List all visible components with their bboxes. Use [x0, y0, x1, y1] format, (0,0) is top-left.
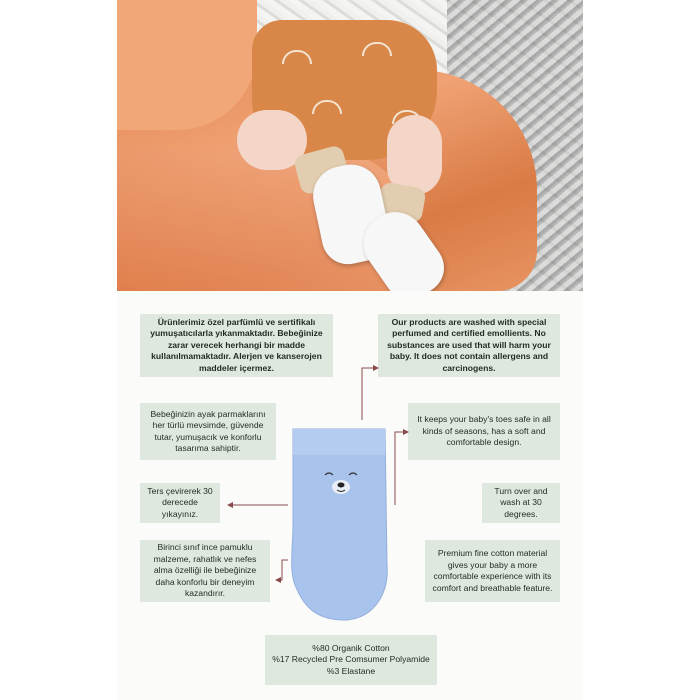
composition-line-3: %3 Elastane — [326, 665, 376, 676]
feature-text: Our products are washed with special perfumed and certified emollients. No substances are used that will harm your baby. It does not contain allergens and carcinogens. — [387, 316, 551, 373]
feature-text: Premium fine cotton material gives your baby a more comfortable experience with its comfort and breathable feature. — [432, 548, 553, 593]
composition-line-2: %17 Recycled Pre Comsumer Polyamide — [272, 654, 430, 665]
composition-line-1: %80 Organik Cotton — [312, 642, 390, 653]
feature-text: Ürünlerimiz özel parfümlü ve sertifikalı yumuşatıcılarla yıkanmaktadır. Bebeğinize zarar verecek herhangi bir madde kullanılmamaktadır. Alerjen ve kanserojen maddeler içermez. — [150, 316, 323, 373]
baby-sock — [285, 425, 420, 625]
feature-text: Turn over and wash at 30 degrees. — [494, 485, 548, 519]
sock-shape — [292, 429, 388, 620]
feature-text: Ters çevirerek 30 derecede yıkayınız. — [147, 485, 213, 519]
sock-cuff — [293, 429, 385, 455]
feature-text: It keeps your baby's toes safe in all kinds of seasons, has a soft and comfortable design. — [417, 414, 551, 448]
feature-text: Bebeğinizin ayak parmaklarını her türlü mevsimde, güvende tutar, yumuşacık ve konforlu tasarıma sahiptir. — [150, 408, 266, 453]
feature-text: Birinci sınıf ince pamuklu malzeme, rahatlık ve nefes alma özelliği ile bebeğinize daha konforlu bir deneyim kazandırır. — [153, 542, 257, 599]
connector-top — [362, 368, 378, 420]
